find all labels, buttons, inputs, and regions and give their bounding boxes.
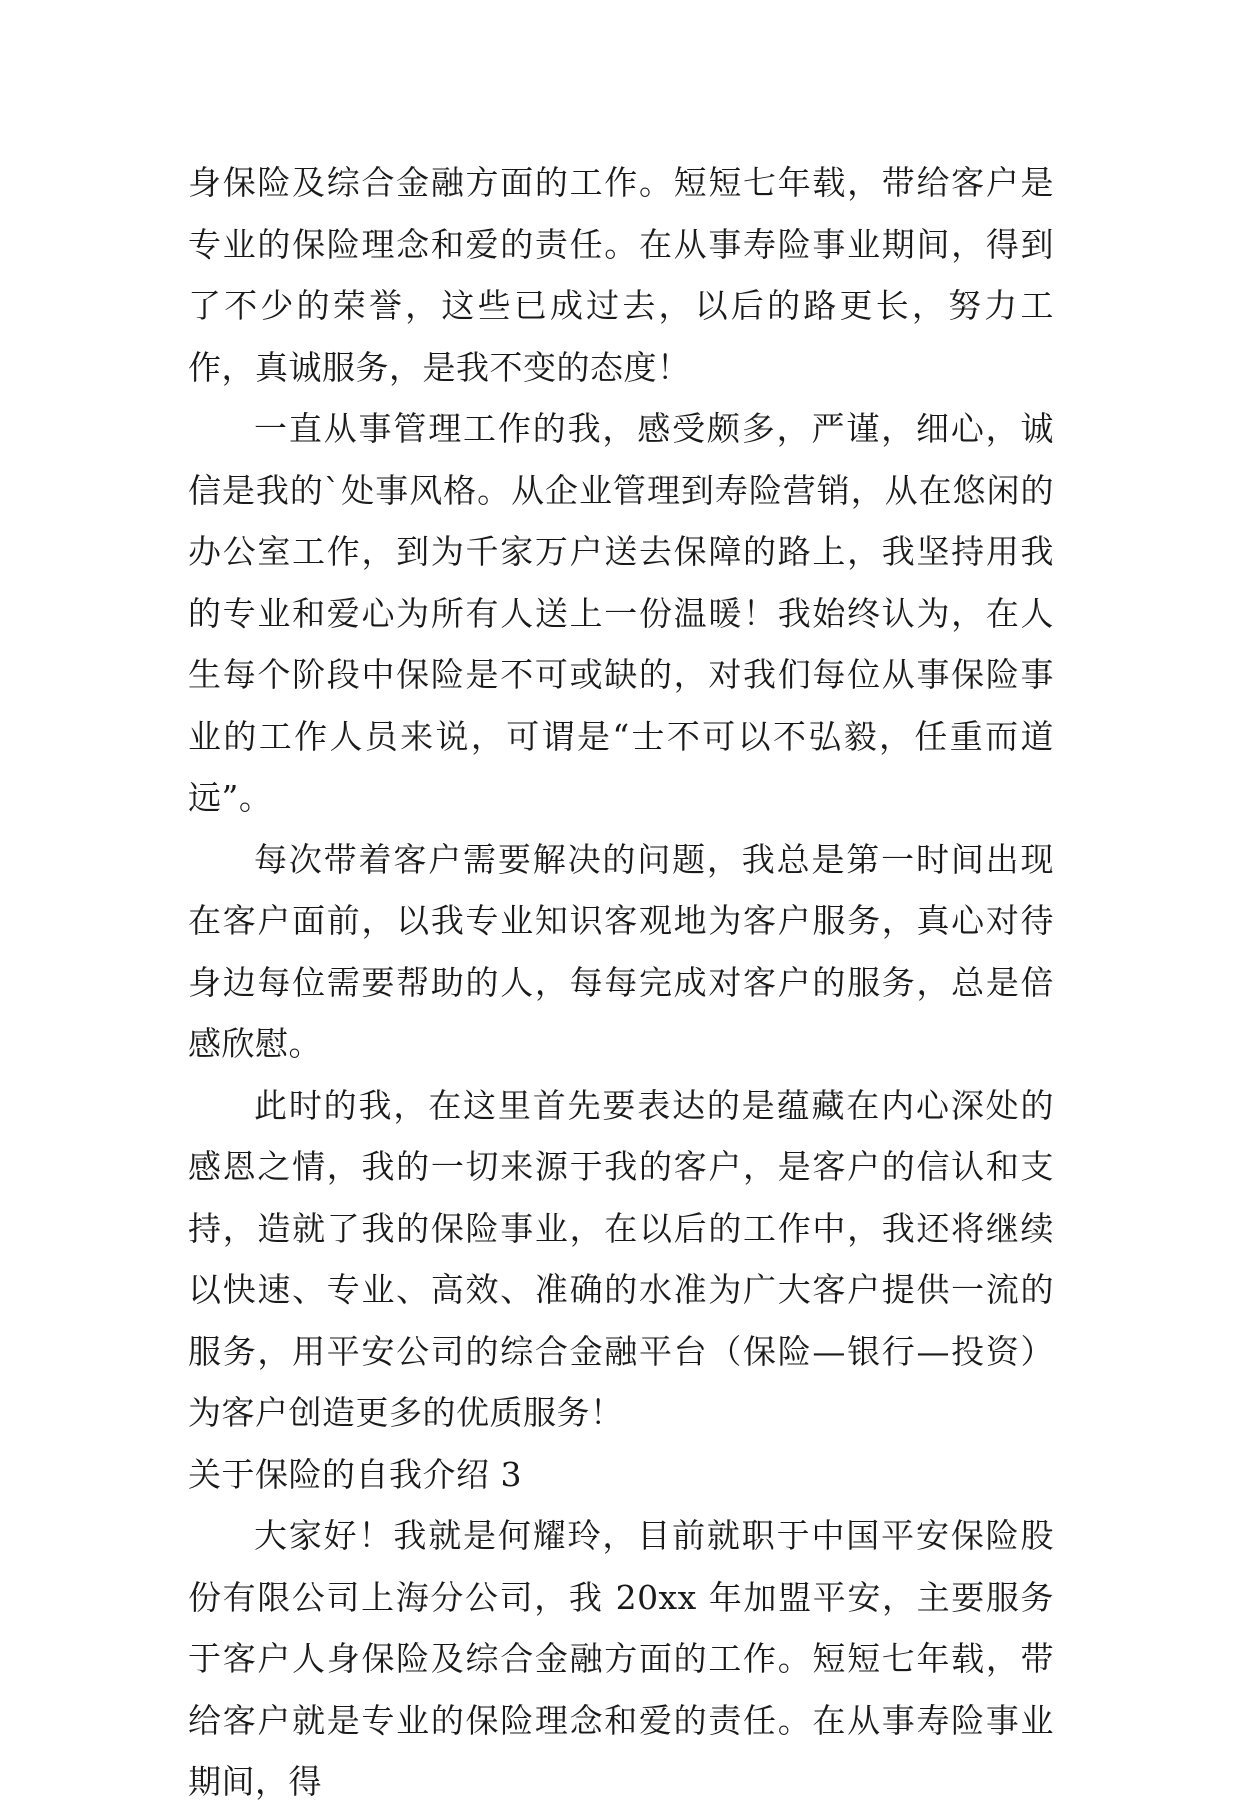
paragraph-introduction: 大家好！我就是何耀玲，目前就职于中国平安保险股份有限公司上海分公司，我 20xx 年加盟平安，主要服务于客户人身保险及综合金融方面的工作。短短七年载，带给客户就是专业的保险理念和爱的责任。在从事寿险事业期间，得 bbox=[188, 1516, 1054, 1801]
document-body bbox=[188, 152, 1054, 1813]
section-heading: 关于保险的自我介绍 3 bbox=[188, 1454, 522, 1494]
paragraph-management-experience: 一直从事管理工作的我，感受颇多，严谨，细心，诚信是我的`处事风格。从企业管理到寿险营销，从在悠闲的办公室工作，到为千家万户送去保障的路上，我坚持用我的专业和爱心为所有人送上一份温暖！我始终认为，在人生每个阶段中保险是不可或缺的，对我们每位从事保险事业的工作人员来说，可谓是“士不可以不弘毅，任重而道远”。 bbox=[188, 409, 1054, 817]
paragraph-gratitude: 此时的我，在这里首先要表达的是蕴藏在内心深处的感恩之情，我的一切来源于我的客户，是客户的信认和支持，造就了我的保险事业，在以后的工作中，我还将继续以快速、专业、高效、准确的水准为广大客户提供一流的服务，用平安公司的综合金融平台（保险—银行—投资）为客户创造更多的优质服务！ bbox=[188, 1085, 1054, 1432]
paragraph-customer-service: 每次带着客户需要解决的问题，我总是第一时间出现在客户面前，以我专业知识客观地为客户服务，真心对待身边每位需要帮助的人，每每完成对客户的服务，总是倍感欣慰。 bbox=[188, 839, 1054, 1063]
paragraph-continued: 身保险及综合金融方面的工作。短短七年载，带给客户是专业的保险理念和爱的责任。在从事寿险事业期间，得到了不少的荣誉，这些已成过去，以后的路更长，努力工作，真诚服务，是我不变的态度！ bbox=[188, 163, 1054, 387]
